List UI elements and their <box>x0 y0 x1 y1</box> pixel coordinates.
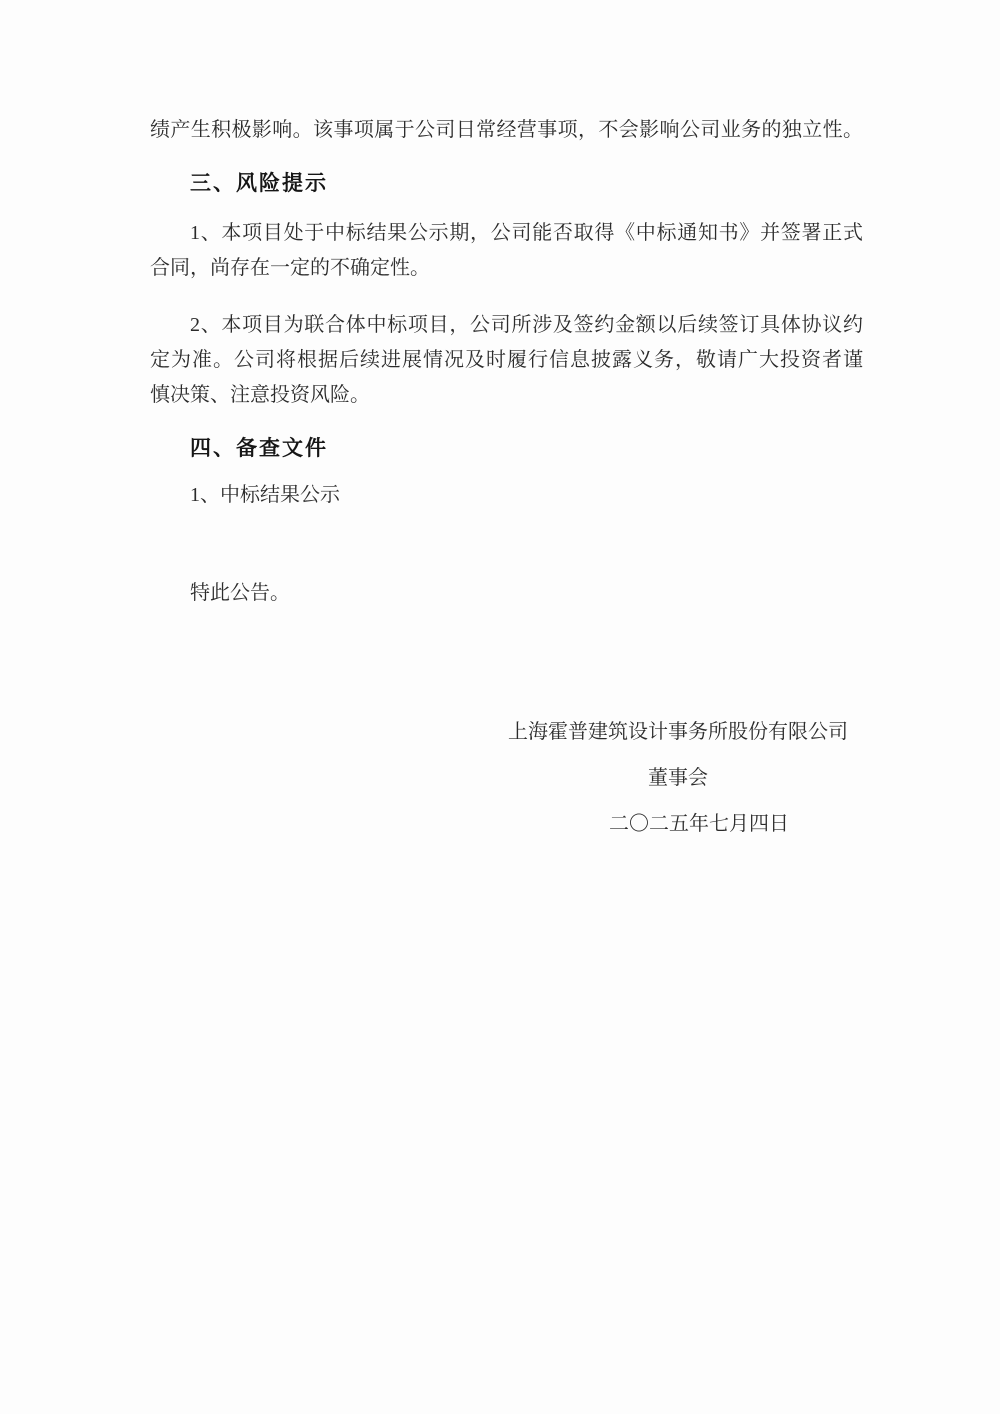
closing-statement: 特此公告。 <box>190 582 290 604</box>
section-heading-risk-notice: 三、风险提示 <box>190 171 328 195</box>
section-heading-reference-documents: 四、备查文件 <box>190 436 328 460</box>
risk-item-2-line-1: 2、本项目为联合体中标项目，公司所涉及签约金额以后续签订具体协议约 <box>190 314 863 336</box>
risk-item-2-line-3: 慎决策、注意投资风险。 <box>150 384 370 406</box>
risk-item-2 <box>150 308 863 413</box>
risk-item-1 <box>150 216 863 286</box>
signature-block <box>493 715 863 842</box>
risk-item-1-line-1: 1、本项目处于中标结果公示期，公司能否取得《中标通知书》并签署正式 <box>190 222 863 244</box>
risk-item-2-line-2: 定为准。公司将根据后续进展情况及时履行信息披露义务，敬请广大投资者谨 <box>150 349 863 371</box>
signature-company-name: 上海霍普建筑设计事务所股份有限公司 <box>508 721 848 743</box>
reference-item-1: 1、中标结果公示 <box>190 484 340 506</box>
document-body <box>150 113 863 842</box>
risk-item-1-line-2: 合同，尚存在一定的不确定性。 <box>150 257 430 279</box>
signature-date: 二〇二五年七月四日 <box>609 813 789 835</box>
signature-signer: 董事会 <box>648 767 708 789</box>
paragraph-continuation: 绩产生积极影响。该事项属于公司日常经营事项，不会影响公司业务的独立性。 <box>150 119 863 141</box>
